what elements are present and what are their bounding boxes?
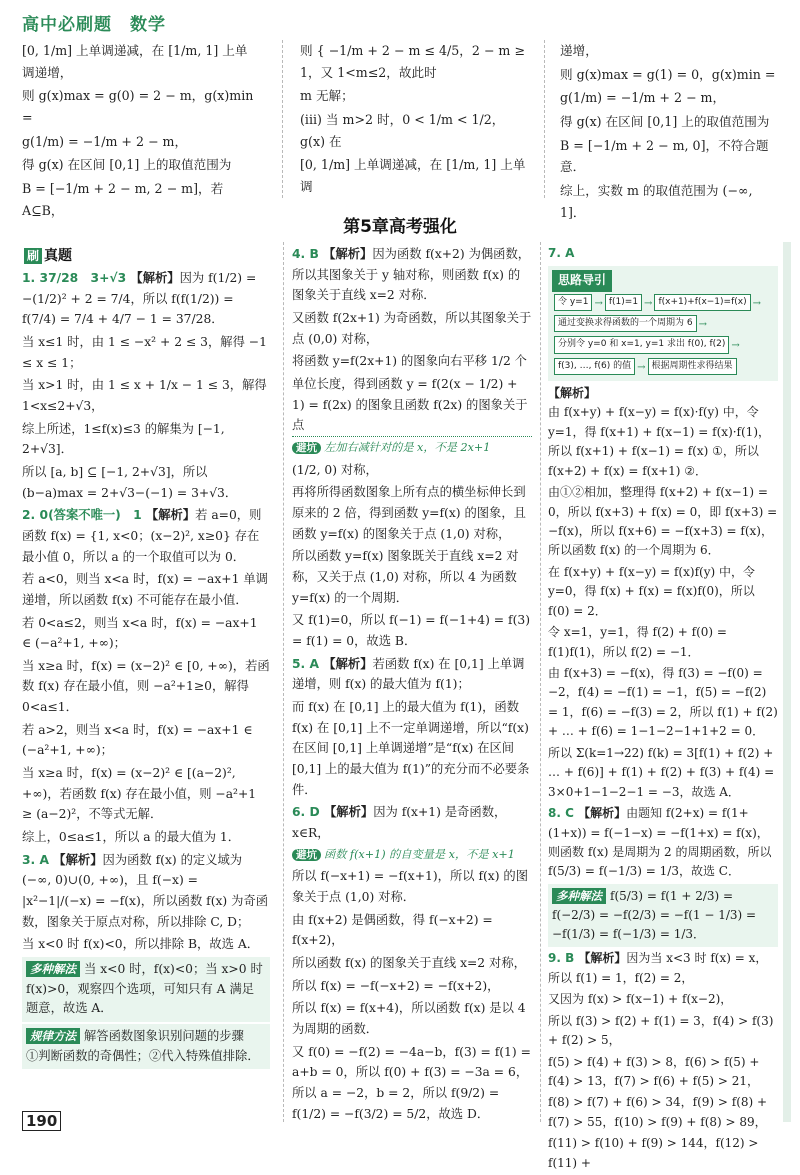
text-line: g(1/m) = −1/m + 2 − m， — [560, 90, 726, 106]
answer-line — [22, 268, 270, 330]
answer-line — [548, 804, 778, 882]
pitfall-badge: 避坑 — [292, 849, 321, 861]
explanation-text: f(5) > f(4) + f(3) > 8，f(6) > f(5) + f(4) > 13，f(7) > f(6) + f(5) > 21， — [548, 1054, 760, 1088]
explanation-text: 所以 f(−x+1) = −f(x+1)，所以 f(x) 的图象关于点 (1,0) 对称． — [292, 869, 529, 904]
method-label: 多种解法 — [26, 961, 80, 977]
explanation-text: 若 a>2，则当 x<a 时，f(x) = −ax+1 ∈ (−a²+1, +∞)； — [22, 722, 253, 758]
explanation-text: 若 a<0，则当 x<a 时，f(x) = −ax+1 单调递增，所以函数 f(x) 不可能存在最小值． — [22, 572, 268, 607]
explanation-text: 在 f(x+y) + f(x−y) = f(x)f(y) 中，令 y=0，得 f(x) + f(x) = f(x)f(0)，所以 f(0) = 2． — [548, 564, 755, 618]
arrow-right-icon: → — [594, 298, 603, 309]
flowchart-step: f(1)=1 — [605, 294, 642, 311]
explanation-text: 将函数 y=f(2x+1) 的图象向右平移 1/2 个 — [292, 354, 527, 369]
method-box — [22, 957, 270, 1022]
question-number-answer: 4. B — [292, 247, 319, 261]
question-number-answer: 8. C — [548, 806, 574, 821]
text-line: B = [−1/m + 2 − m, 0]，不符合题意． — [560, 137, 769, 175]
flowchart-step: 根据周期性求得结果 — [648, 358, 737, 375]
analysis-tag: 【解析】 — [319, 805, 374, 820]
practice-title — [24, 245, 72, 265]
flowchart-step: 令 y=1 — [554, 294, 592, 311]
explanation-text: 当 x≥a 时，f(x) = (x−2)² ∈ [(a−2)², +∞)，若函数 f(x) 存在最小值，则 −a²+1 ≥ (a−2)²，不等式无解． — [22, 766, 257, 822]
analysis-tag: 【解析】 — [318, 247, 373, 261]
flowchart-step: 分别令 y=0 和 x=1, y=1 求出 f(0), f(2) — [554, 336, 729, 353]
explanation-text: 当 x≥a 时，f(x) = (x−2)² ∈ [0, +∞)，若函数 f(x) 存在最小值，则 −a²+1≥0，解得 0<a≤1． — [22, 658, 270, 715]
text-line: m 无解； — [300, 88, 354, 104]
flowchart-step: f(3), …, f(6) 的值 — [554, 358, 635, 375]
question-number-answer: 1. 37/28 3+√3 — [22, 271, 127, 285]
explanation-text: 当 x>1 时，由 1 ≤ x + 1/x − 1 ≤ 3，解得 1<x≤2+√3， — [22, 378, 267, 413]
answer-line — [548, 949, 778, 988]
analysis-tag: 【解析】 — [126, 271, 180, 285]
thinking-flowchart — [548, 266, 778, 380]
method-box — [22, 1024, 270, 1069]
explanation-text: 所以 Σ(k=1→22) f(k) = 3[f(1) + f(2) + … + f(6)] + f(1) + f(2) + f(3) + f(4) = 3×0+1−1−2−1 = −3，故选 A． — [548, 745, 775, 799]
text-line: [0, 1/m] 上单调递减，在 [1/m, 1] 上单调 — [300, 157, 526, 194]
question-number-answer: 2. 0(答案不唯一) 1 — [22, 508, 142, 523]
page-number: 190 — [22, 1111, 61, 1131]
explanation-text: 由题知 f(2+x) = f(1+(1+x)) = f(−1−x) = −f(1+x) = f(x)，则函数 f(x) 是周期为 2 的周期函数，所以 f(5/3) = f(−1/3) = 1/3，故选 C． — [548, 806, 772, 879]
method-label: 多种解法 — [552, 888, 606, 904]
page-header-title: 高中必刷题 数学 — [22, 15, 166, 35]
explanation-text: 因为 f(1/2) = −(1/2)² + 2 = 7/4，所以 f(f(1/2)) = f(7/4) = 7/4 + 4/7 − 1 = 37/28． — [22, 271, 257, 327]
explanation-text: 又 f(0) = −f(2) = −4a−b，f(3) = f(1) = a+b = 0，所以 f(0) + f(3) = −3a = 6，所以 a = −2，b = 2，所以 f(9/2) = f(1/2) = −f(3/2) = 5/2，故选 D． — [292, 1044, 531, 1121]
top-column-2 — [300, 40, 528, 200]
question-number-answer: 6. D — [292, 805, 320, 820]
answer-line — [22, 505, 270, 567]
arrow-right-icon: → — [731, 340, 740, 352]
explanation-text: 所以函数 f(x) 的图象关于直线 x=2 对称， — [292, 955, 526, 970]
explanation-text: 又 f(1)=0，所以 f(−1) = f(−1+4) = f(3) = f(1) = 0，故选 B． — [292, 613, 530, 648]
analysis-tag: 【解析】 — [141, 508, 196, 523]
emphasized-text: 单位长度，得到函数 y = f(2(x − 1/2) + 1) = f(2x) 的图象且函数 f(2x) 的图象关于点 — [292, 374, 532, 437]
explanation-text: 当 x≤1 时，由 1 ≤ −x² + 2 ≤ 3，解得 −1 ≤ x ≤ 1； — [22, 334, 267, 370]
answer-line — [548, 244, 778, 263]
text-line: g(1/m) = −1/m + 2 − m， — [22, 133, 188, 149]
answer-line — [22, 850, 270, 933]
analysis-tag: 【解析】 — [548, 385, 597, 400]
question-number-answer: 9. B — [548, 951, 575, 966]
answers-column-left — [22, 268, 270, 1071]
analysis-tag: 【解析】 — [319, 656, 373, 671]
top-column-1 — [22, 40, 260, 223]
explanation-text: 由①②相加，整理得 f(x+2) + f(x−1) = 0，所以 f(x+3) + f(x) = 0，即 f(x+3) = −f(x)，所以 f(x+6) = −f(x+3) = f(x)，所以函数 f(x) 的一个周期为 6． — [548, 485, 778, 558]
explanation-text: 若 0<a≤2，则当 x<a 时，f(x) = −ax+1 ∈ (−a²+1, +∞)； — [22, 615, 258, 651]
explanation-text: 令 x=1，y=1，得 f(2) + f(0) = f(1)f(1)，所以 f(2) = −1． — [548, 625, 727, 659]
pitfall-text: 函数 f(x+1) 的自变量是 x，不是 x+1 — [324, 847, 515, 861]
text-line: 递增， — [560, 43, 598, 58]
text-line: 得 g(x) 在区间 [0,1] 上的取值范围为 — [560, 113, 770, 129]
method-label: 规律方法 — [26, 1028, 80, 1044]
text-line: 则 g(x)max = g(1) = 0，g(x)min = — [560, 66, 776, 82]
explanation-text: f(11) > f(10) + f(9) > 144，f(12) > f(11) + — [548, 1136, 759, 1170]
analysis-tag: 【解析】 — [574, 951, 627, 966]
explanation-text: 综上，0≤a≤1，所以 a 的最大值为 1． — [22, 830, 241, 845]
text-line: 得 g(x) 在区间 [0,1] 上的取值范围为 — [22, 157, 232, 173]
explanation-text: 因为函数 f(x) 的定义域为 (−∞, 0)∪(0, +∞)，且 f(−x) = |x²−1|/(−x) = −f(x)，所以函数 f(x) 为奇函数，图象关于原点对称，所以排除 C, D； — [22, 852, 269, 929]
explanation-text: 由 f(x+y) + f(x−y) = f(x)·f(y) 中，令 y=1，得 f(x+1) + f(x−1) = f(x)·f(1)，所以 f(x+1) + f(x−1) = f(x) ①，所以 f(x+2) + f(x) = f(x+1) ②． — [548, 405, 771, 478]
brush-badge: 刷 — [24, 248, 42, 264]
top-column-3 — [560, 40, 778, 225]
analysis-tag: 【解析】 — [49, 852, 103, 867]
explanation-text: 因为 f(x+1) 是奇函数，x∈R， — [292, 805, 507, 840]
method-text: f(5/3) = f(1 + 2/3) = f(−2/3) = −f(2/3) = −f(1 − 1/3) = −f(1/3) = f(−1/3) = 1/3． — [552, 888, 757, 942]
explanation-text: 当 x<0 时 f(x)<0，所以排除 B，故选 A． — [22, 937, 259, 952]
explanation-text: 因为当 x<3 时 f(x) = x，所以 f(1) = 1，f(2) = 2， — [548, 951, 768, 985]
explanation-text: (1/2, 0) 对称， — [292, 462, 378, 477]
explanation-text: f(8) > f(7) + f(6) > 34，f(9) > f(8) + f(7) > 55，f(10) > f(9) + f(8) > 89， — [548, 1095, 768, 1129]
answer-line — [292, 802, 532, 843]
column-divider — [540, 242, 541, 1122]
explanation-text: 所以 [a, b] ⊆ [−1, 2+√3]，所以 (b−a)max = 2+√3−(−1) = 3+√3． — [22, 464, 238, 500]
arrow-right-icon: → — [752, 298, 761, 309]
explanation-text: 由 f(x+2) 是偶函数，得 f(−x+2) = f(x+2)， — [292, 912, 493, 948]
arrow-right-icon: → — [637, 361, 646, 373]
column-divider — [283, 242, 284, 1122]
explanation-text: 而 f(x) 在 [0,1] 上的最大值为 f(1)，函数 f(x) 在 [0,1] 上不一定单调递增，所以“f(x) 在区间 [0,1] 上单调递增”是“f(x) 在区间 [0,1] 上的最大值为 f(1)”的充分而不必要条件． — [292, 699, 530, 797]
explanation-text: 所以 f(x) = −f(−x+2) = −f(x+2)， — [292, 978, 500, 993]
method-text: 解答函数图象识别问题的步骤 ①判断函数的奇偶性；②代入特殊值排除． — [26, 1029, 260, 1063]
explanation-text: 若 a=0，则函数 f(x) = {1, x<0；(x−2)², x≥0} 存在最小值 0，所以 a 的一个取值可以为 0． — [22, 508, 262, 564]
explanation-text: 又因为 f(x) > f(x−1) + f(x−2)， — [548, 992, 733, 1007]
question-number-answer: 7. A — [548, 246, 575, 260]
text-line: 则 g(x)max = g(0) = 2 − m，g(x)min = — [22, 88, 254, 125]
pitfall-text: 左加右减针对的是 x，不是 2x+1 — [324, 440, 491, 454]
text-line: 综上，实数 m 的取值范围为 (−∞, 1]． — [560, 182, 753, 220]
answer-line — [292, 244, 532, 306]
answer-line — [292, 654, 532, 695]
explanation-text: 综上所述，1≤f(x)≤3 的解集为 [−1, 2+√3]． — [22, 421, 225, 457]
text-line: 则 { −1/m + 2 − m ≤ 4/5，2 − m ≥ 1，又 1<m≤2，故此时 — [300, 43, 525, 80]
column-divider — [544, 40, 545, 198]
flowchart-step: 通过变换求得函数的一个周期为 6 — [554, 315, 697, 332]
page-edge-strip — [783, 242, 791, 1122]
explanation-text: 若函数 f(x) 在 [0,1] 上单调递增，则 f(x) 的最大值为 f(1)； — [292, 656, 525, 692]
explanation-text: 所以函数 y=f(x) 图象既关于直线 x=2 对称，又关于点 (1,0) 对称，所以 4 为函数 y=f(x) 的一个周期． — [292, 549, 519, 605]
answers-column-middle — [292, 244, 532, 1126]
flowchart-body — [552, 292, 774, 377]
practice-label: 真题 — [44, 248, 73, 264]
text-line: [0, 1/m] 上单调递减，在 [1/m, 1] 上单调递增， — [22, 43, 248, 80]
method-text: 当 x<0 时，f(x)<0；当 x>0 时 f(x)>0，观察四个选项，可知只有 A 满足题意，故选 A． — [26, 962, 263, 1016]
explanation-text: 再将所得函数图象上所有点的横坐标伸长到原来的 2 倍，得到函数 y=f(x) 的图象，且函数 y=f(x) 的图象关于点 (1,0) 对称， — [292, 485, 526, 541]
text-line: B = [−1/m + 2 − m, 2 − m]，若 A⊆B， — [22, 180, 224, 218]
flowchart-step: f(x+1)+f(x−1)=f(x) — [654, 294, 750, 311]
explanation-text: 所以 f(x) = f(x+4)，所以函数 f(x) 是以 4 为周期的函数． — [292, 1001, 526, 1036]
explanation-text: 又函数 f(2x+1) 为奇函数，所以其图象关于点 (0,0) 对称， — [292, 310, 532, 346]
explanation-text: 因为函数 f(x+2) 为偶函数，所以其图象关于 y 轴对称，则函数 f(x) 的图象关于直线 x=2 对称． — [292, 247, 531, 303]
text-line: (iii) 当 m>2 时，0 < 1/m < 1/2，g(x) 在 — [300, 111, 505, 149]
explanation-text: 由 f(x+3) = −f(x)，得 f(3) = −f(0) = −2，f(4) = −f(1) = −1，f(5) = −f(2) = 1，f(6) = −f(3) = 2，所以 f(1) + f(2) + … + f(6) = 1−1−2−1+1+2 = 0． — [548, 666, 778, 739]
analysis-tag: 【解析】 — [573, 806, 627, 821]
method-box — [548, 884, 778, 948]
pitfall-note — [292, 846, 532, 865]
pitfall-badge: 避坑 — [292, 442, 321, 454]
column-divider — [282, 40, 283, 198]
question-number-answer: 3. A — [22, 852, 50, 867]
arrow-right-icon: → — [644, 298, 653, 309]
explanation-text: 所以 f(3) > f(2) + f(1) = 3，f(4) > f(3) + f(2) > 5， — [548, 1013, 774, 1048]
flowchart-header: 思路导引 — [552, 270, 612, 291]
chapter-title: 第5章高考强化 — [343, 217, 457, 237]
question-number-answer: 5. A — [292, 656, 320, 671]
arrow-right-icon: → — [698, 319, 707, 331]
pitfall-note — [292, 439, 532, 458]
answers-column-right — [548, 244, 778, 1175]
